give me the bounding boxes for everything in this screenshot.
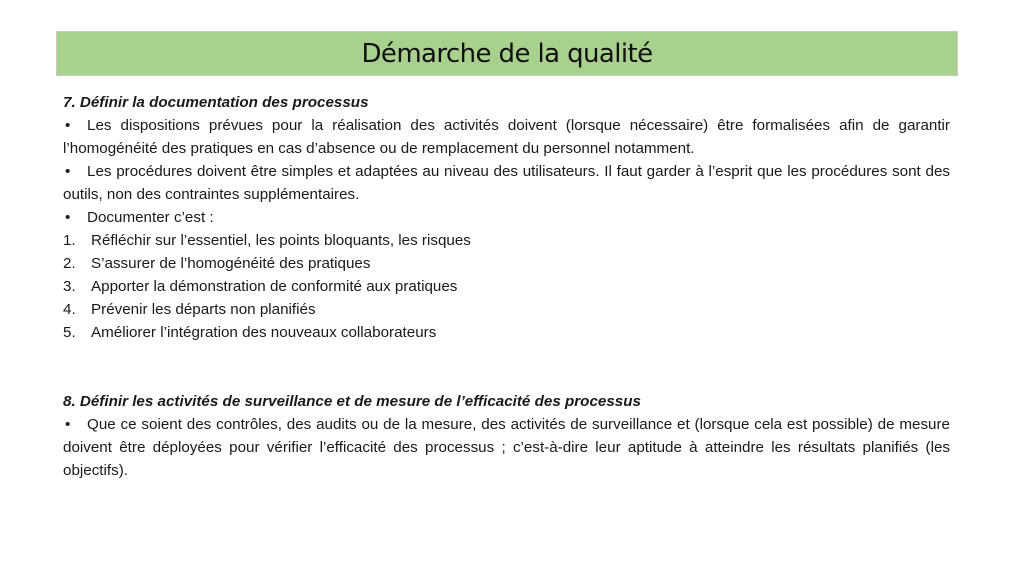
step-number: 2. xyxy=(63,255,76,272)
list-item xyxy=(63,321,950,344)
bullet-mark: • xyxy=(65,416,71,433)
section-7-bullet-1 xyxy=(63,114,950,160)
section-spacer xyxy=(63,344,950,390)
title-banner xyxy=(56,31,958,76)
section-7-bullet-2 xyxy=(63,160,950,206)
step-number: 5. xyxy=(63,324,76,341)
section-8-bullet-1 xyxy=(63,413,950,482)
bullet-text: Les procédures doivent être simples et adaptées au niveau des utilisateurs. Il faut garder à l’esprit que les procédures sont des outils, non des contraintes supplémentaires. xyxy=(63,163,950,203)
bullet-text: Que ce soient des contrôles, des audits ou de la mesure, des activités de surveillance et (lorsque cela est possible) de mesure doivent être déployées pour vérifier l’efficacité des processus ; c’est-à-dire leur aptitude à atteindre les résultats planifiés (les objectifs). xyxy=(63,416,950,479)
list-item xyxy=(63,298,950,321)
bullet-mark: • xyxy=(65,209,71,226)
step-number: 1. xyxy=(63,232,76,249)
section-7-bullet-3 xyxy=(63,206,950,229)
step-text: S’assurer de l’homogénéité des pratiques xyxy=(91,255,371,272)
section-7-heading: 7. Définir la documentation des processus xyxy=(63,94,369,111)
section-8-heading: 8. Définir les activités de surveillance et de mesure de l’efficacité des processus xyxy=(63,393,641,410)
step-number: 3. xyxy=(63,278,76,295)
bullet-mark: • xyxy=(65,117,71,134)
slide-body xyxy=(63,91,950,482)
step-number: 4. xyxy=(63,301,76,318)
list-item xyxy=(63,229,950,252)
bullet-text: Documenter c’est : xyxy=(87,209,214,226)
bullet-text: Les dispositions prévues pour la réalisation des activités doivent (lorsque nécessaire) être formalisées afin de garantir l’homogénéité des pratiques en cas d’absence ou de remplacement du personnel notamment. xyxy=(63,117,950,157)
bullet-mark: • xyxy=(65,163,71,180)
step-text: Réfléchir sur l’essentiel, les points bloquants, les risques xyxy=(91,232,471,249)
list-item xyxy=(63,275,950,298)
step-text: Prévenir les départs non planifiés xyxy=(91,301,316,318)
step-text: Apporter la démonstration de conformité aux pratiques xyxy=(91,278,458,295)
step-text: Améliorer l’intégration des nouveaux collaborateurs xyxy=(91,324,437,341)
list-item xyxy=(63,252,950,275)
slide-title: Démarche de la qualité xyxy=(361,38,653,69)
documentation-steps-list xyxy=(63,229,950,344)
